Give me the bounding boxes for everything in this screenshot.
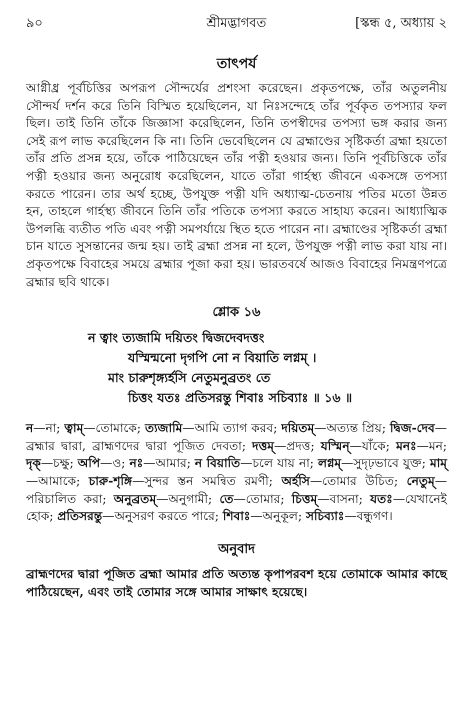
synonym-entry (321, 439, 396, 453)
chapter-reference: [স্কন্ধ ৫, অধ্যায় ২ (355, 16, 447, 31)
synonym-meaning: —বন্ধুগণ। (344, 509, 393, 524)
synonym-term: অর্হসি (281, 473, 310, 488)
synonym-term: ন (26, 421, 34, 436)
synonym-meaning: —ব্রহ্মার দ্বারা, ব্রাহ্মণদের দ্বারা পূজিত দেবতা; (26, 421, 447, 453)
synonym-entry (145, 421, 281, 435)
synonym-term: দয়িতম্ (281, 421, 315, 436)
synonym-entry (130, 456, 195, 470)
synonym-term: দ্বিজ-দেব (389, 421, 435, 436)
synonym-entry (281, 474, 406, 488)
synonym-entry (114, 492, 220, 506)
purport-title: তাৎপর্য (216, 56, 257, 72)
synonym-term: ত্যজামি (145, 421, 183, 436)
synonym-entry (78, 456, 130, 470)
synonym-entry (306, 509, 393, 523)
verse-line: চিত্তং যতঃ প্রতিসরন্তু শিবাঃ সচিব্যাঃ ॥ ১৬ ॥ (128, 390, 353, 406)
synonym-meaning: —যাঁকে; (349, 438, 397, 453)
translation-heading: অনুবাদ (218, 541, 255, 557)
synonym-meaning: —অত্যন্ত প্রিয়; (314, 421, 390, 436)
synonym-term: চারু-শৃঙ্গি (88, 473, 133, 488)
synonym-term: যতঃ (370, 491, 393, 506)
synonym-term: অপি (77, 456, 101, 471)
verse-line: ন ত্বাং ত্যজামি দয়িতং দ্বিজদেবদত্তং (88, 330, 265, 346)
synonym-term: তে (219, 491, 234, 506)
synonym-meaning: —চলে যায় না; (240, 456, 318, 471)
synonym-meaning: —আমার; (143, 456, 195, 471)
synonym-entry (252, 439, 321, 453)
synonym-entry (396, 439, 447, 453)
synonym-term: শিবাঃ (222, 509, 251, 524)
synonym-term: যস্মিন্ (320, 438, 350, 453)
synonym-term: সচিব্যাঃ (305, 509, 345, 524)
synonym-meaning: —আমি ত্যাগ করব; (182, 421, 282, 436)
synonym-term: ত্বাম্ (64, 421, 84, 436)
synonym-entry (318, 456, 430, 470)
synonym-entry (281, 421, 390, 435)
synonym-meaning: —তোমার; (233, 491, 292, 506)
synonym-term: লগ্নম্ (318, 456, 342, 471)
verse-line: মাং চারুশৃঙ্গ্যর্হসি নেতুমনুব্রতং তে (108, 370, 271, 386)
synonym-entry (26, 421, 64, 435)
verse-line: যস্মিন্মনো দৃগপি নো ন বিয়াতি লগ্নম্ । (128, 350, 317, 366)
synonym-meaning: —মন; (416, 438, 447, 453)
synonym-term: চিত্তম্ (291, 491, 318, 506)
synonym-entry (219, 492, 291, 506)
synonym-meaning: —পরিচালিত করা; (26, 473, 447, 506)
synonym-meaning: —যেখানেই হোক; (26, 491, 448, 524)
synonym-term: মাম্ (429, 456, 448, 471)
synonym-meaning: —চক্ষু; (40, 456, 78, 471)
synonym-meaning: —প্রদত্ত; (274, 438, 321, 453)
purport-text: আগ্নীধ্র পূর্বচিত্তির অপরূপ সৌন্দর্যের প্রশংসা করেছেন। প্রকৃতপক্ষে, তাঁর অতুলনীয় সৌন্দর্য দর্শন করে তিনি বিস্মিত হয়েছিলেন, যা নিঃসন্দেহে তাঁর পূর্বকৃত তপস্যার ফল ছিল। তাই তিনি তাঁকে জিজ্ঞাসা করেছিলেন, তিনি তপস্বীদের তপস্যা ভঙ্গ করার জন্য সেই রূপ লাভ করেছিলেন কি না। তিনি ভেবেছিলেন যে ব্রহ্মাণ্ডের সৃষ্টিকর্তা ব্রহ্মা হয়তো তাঁর প্রতি প্রসন্ন হয়ে, তাঁকে পাঠিয়েছেন তাঁর পত্নী হওয়ার জন্য। তিনি পূর্বচিত্তিকে তাঁর পত্নী হওয়ার জন্য অনুরোধ করেছিলেন, যাতে তাঁরা গার্হস্থ্য জীবনে একসঙ্গে তপস্যা করতে পারেন। তার অর্থ হচ্ছে, উপযুক্ত পত্নী যদি অধ্যাত্ম-চেতনায় পতির মতো উন্নত হন, তাহলে গার্হস্থ্য জীবনে তিনি তাঁর পতিকে তপস্যা করতে সাহায্য করেন। আধ্যাত্মিক উপলব্ধি ব্যতীত পতি এবং পত্নী সমপর্যায়ে স্থিত হতে পারেন না। ব্রহ্মাণ্ডের সৃষ্টিকর্তা ব্রহ্মা চান যাতে সুসন্তানের জন্ম হয়। তাই ব্রহ্মা প্রসন্ন না হলে, উপযুক্ত পত্নী লাভ করা যায় না। প্রকৃতপক্ষে বিবাহের সময়ে ব্রহ্মার পূজা করা হয়। ভারতবর্ষে আজও বিবাহের নিমন্ত্রণপত্রে ব্রহ্মার ছবি থাকে। (26, 81, 447, 289)
verse-block (26, 328, 447, 408)
synonym-meaning: —না; (33, 421, 65, 436)
verse-heading: শ্লোক ১৬ (212, 305, 261, 321)
synonym-meaning: —অনুসরণ করতে পারে; (102, 509, 223, 524)
synonym-entry (223, 509, 306, 523)
synonym-meaning: —তোমাকে; (83, 421, 145, 436)
translation-text: ব্রাহ্মণদের দ্বারা পূজিত ব্রহ্মা আমার প্রতি অত্যন্ত কৃপাপরবশ হয়ে তোমাকে আমার কাছে পাঠিয়েছেন, এবং তাই তোমার সঙ্গে আমার সাক্ষাৎ হয়েছে। (26, 566, 447, 599)
synonym-entry (57, 509, 222, 523)
book-title: শ্রীমদ্ভাগবত (206, 16, 267, 31)
synonym-entry (26, 456, 78, 470)
synonym-term: মনঃ (396, 438, 417, 453)
page-header (26, 14, 447, 36)
synonym-meaning: —আমাকে; (26, 473, 89, 488)
synonym-term: প্রতিসরন্তু (57, 509, 103, 524)
synonym-meaning: —সুদৃঢ়ভাবে যুক্ত; (341, 456, 430, 471)
synonym-entry (195, 456, 318, 470)
synonym-term: অনুব্রতম্ (113, 491, 157, 506)
synonyms-block (26, 420, 447, 526)
synonym-meaning: —বাসনা; (317, 491, 371, 506)
page-number: ৯০ (26, 16, 43, 31)
synonym-meaning: —অনুগামী; (156, 491, 220, 506)
synonym-term: দত্তম্ (252, 438, 275, 453)
synonym-term: ন বিয়াতি (194, 456, 241, 471)
synonym-meaning: —অনুকূল; (250, 509, 306, 524)
synonym-term: দৃক্ (26, 456, 41, 471)
synonym-term: নঃ (129, 456, 144, 471)
synonym-meaning: —তোমার উচিত; (309, 473, 407, 488)
synonym-entry (292, 492, 370, 506)
synonym-entry (64, 421, 145, 435)
synonym-meaning: —ও; (100, 456, 130, 471)
synonym-term: নেতুম্ (406, 473, 435, 488)
synonym-entry (89, 474, 282, 488)
synonym-meaning: —সুন্দর স্তন সমন্বিত রমণী; (132, 473, 282, 488)
